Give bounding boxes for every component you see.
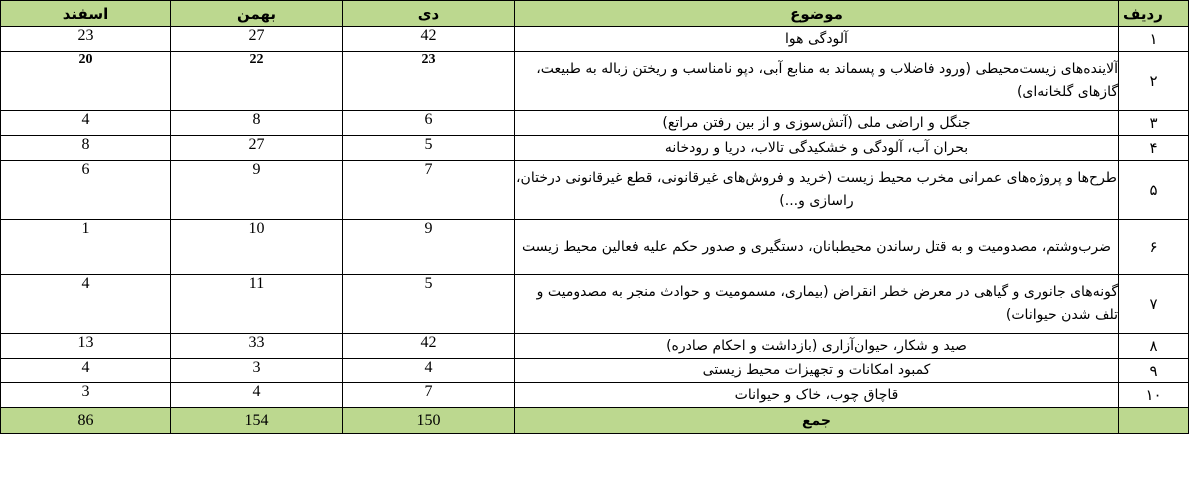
total-esfand-cell: 86 <box>1 408 171 434</box>
dey-cell: 6 <box>343 111 515 136</box>
bahman-cell: 4 <box>171 383 343 408</box>
dey-cell: 23 <box>343 52 515 111</box>
table-row <box>1 220 1189 275</box>
header-row-number: ردیف <box>1119 1 1189 27</box>
header-bahman: بهمن <box>171 1 343 27</box>
subject-cell: ضرب‌وشتم، مصدومیت و به قتل رساندن محیطبانان، دستگیری و صدور حکم علیه فعالین محیط زیست <box>515 220 1119 275</box>
esfand-cell: 1 <box>1 220 171 275</box>
header-dey: دی <box>343 1 515 27</box>
table-row <box>1 359 1189 383</box>
esfand-cell: 20 <box>1 52 171 111</box>
dey-cell: 5 <box>343 136 515 161</box>
dey-cell: 7 <box>343 383 515 408</box>
bahman-cell: 33 <box>171 334 343 359</box>
total-row-number-cell <box>1119 408 1189 434</box>
row-number-cell: ۲ <box>1119 52 1189 111</box>
bahman-cell: 8 <box>171 111 343 136</box>
row-number-cell: ۵ <box>1119 161 1189 220</box>
header-subject: موضوع <box>515 1 1119 27</box>
row-number-cell: ۶ <box>1119 220 1189 275</box>
bahman-cell: 3 <box>171 359 343 383</box>
esfand-cell: 4 <box>1 275 171 334</box>
row-number-cell: ۸ <box>1119 334 1189 359</box>
dey-cell: 9 <box>343 220 515 275</box>
esfand-cell: 3 <box>1 383 171 408</box>
total-dey-cell: 150 <box>343 408 515 434</box>
table-row <box>1 275 1189 334</box>
dey-cell: 7 <box>343 161 515 220</box>
bahman-cell: 10 <box>171 220 343 275</box>
header-esfand: اسفند <box>1 1 171 27</box>
dey-cell: 42 <box>343 334 515 359</box>
table-row <box>1 383 1189 408</box>
esfand-cell: 8 <box>1 136 171 161</box>
subject-cell: گونه‌های جانوری و گیاهی در معرض خطر انقراض (بیماری، مسمومیت و حوادث منجر به مصدومیت و تلف شدن حیوانات) <box>515 275 1119 334</box>
total-row <box>1 408 1189 434</box>
subject-cell: طرح‌ها و پروژه‌های عمرانی مخرب محیط زیست (خرید و فروش‌های غیرقانونی، قطع غیرقانونی درختان، راسازی و...) <box>515 161 1119 220</box>
subject-cell: آلاینده‌های زیست‌محیطی (ورود فاضلاب و پسماند به منابع آبی، دپو نامناسب و ریختن زباله به طبیعت، گازهای گلخانه‌ای) <box>515 52 1119 111</box>
row-number-cell: ۱۰ <box>1119 383 1189 408</box>
subject-cell: کمبود امکانات و تجهیزات محیط زیستی <box>515 359 1119 383</box>
total-label: جمع <box>515 408 1119 434</box>
esfand-cell: 4 <box>1 359 171 383</box>
subject-cell: بحران آب، آلودگی و خشکیدگی تالاب، دریا و رودخانه <box>515 136 1119 161</box>
esfand-cell: 23 <box>1 27 171 52</box>
table-row <box>1 161 1189 220</box>
row-number-cell: ۹ <box>1119 359 1189 383</box>
dey-cell: 42 <box>343 27 515 52</box>
subject-cell: قاچاق چوب، خاک و حیوانات <box>515 383 1119 408</box>
bahman-cell: 11 <box>171 275 343 334</box>
table-row <box>1 52 1189 111</box>
esfand-cell: 13 <box>1 334 171 359</box>
bahman-cell: 27 <box>171 136 343 161</box>
bahman-cell: 27 <box>171 27 343 52</box>
subject-cell: آلودگی هوا <box>515 27 1119 52</box>
table-header-row <box>1 1 1189 27</box>
dey-cell: 5 <box>343 275 515 334</box>
dey-cell: 4 <box>343 359 515 383</box>
esfand-cell: 6 <box>1 161 171 220</box>
table-row <box>1 27 1189 52</box>
subject-cell: جنگل و اراضی ملی (آتش‌سوزی و از بین رفتن مراتع) <box>515 111 1119 136</box>
row-number-cell: ۳ <box>1119 111 1189 136</box>
row-number-cell: ۴ <box>1119 136 1189 161</box>
table-row <box>1 136 1189 161</box>
table-row <box>1 111 1189 136</box>
esfand-cell: 4 <box>1 111 171 136</box>
subject-cell: صید و شکار، حیوان‌آزاری (بازداشت و احکام صادره) <box>515 334 1119 359</box>
row-number-cell: ۷ <box>1119 275 1189 334</box>
total-bahman-cell: 154 <box>171 408 343 434</box>
bahman-cell: 22 <box>171 52 343 111</box>
table-row <box>1 334 1189 359</box>
bahman-cell: 9 <box>171 161 343 220</box>
row-number-cell: ۱ <box>1119 27 1189 52</box>
